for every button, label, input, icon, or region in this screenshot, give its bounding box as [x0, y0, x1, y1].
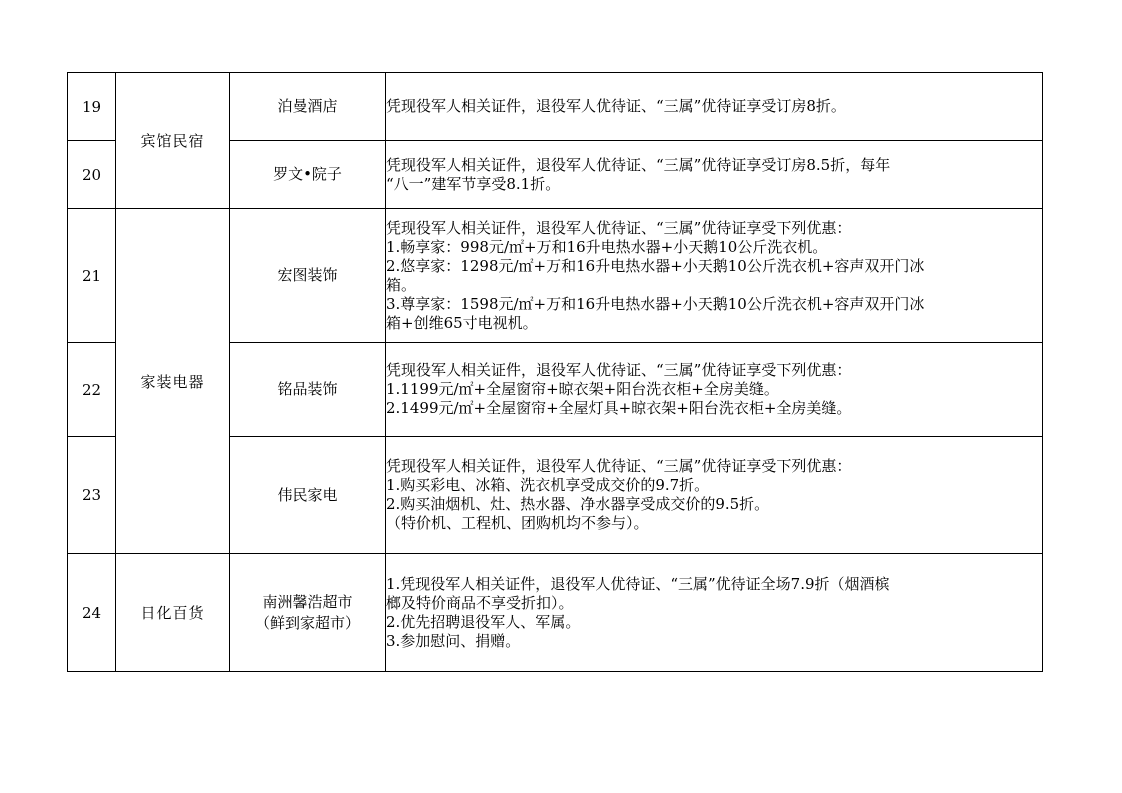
row-number: 24 [68, 554, 116, 672]
table-row [68, 554, 1043, 672]
category-cell: 宾馆民宿 [116, 73, 230, 209]
benefit-detail: 凭现役军人相关证件，退役军人优待证、“三属”优待证享受订房8折。 [386, 73, 1043, 141]
row-number: 19 [68, 73, 116, 141]
benefit-detail: 凭现役军人相关证件，退役军人优待证、“三属”优待证享受下列优惠： 1.畅享家：998元/㎡+万和16升电热水器+小天鹅10公斤洗衣机。 2.悠享家：1298元/㎡+万和16升电热水器+小天鹅10公斤洗衣机+容声双开门冰 箱。 3.尊享家：1598元/㎡+万和16升电热水器+小天鹅10公斤洗衣机+容声双开门冰 箱+创维65寸电视机。 [386, 209, 1043, 343]
merchant-name: 宏图装饰 [230, 209, 386, 343]
benefit-detail: 凭现役军人相关证件，退役军人优待证、“三属”优待证享受下列优惠： 1.1199元/㎡+全屋窗帘+晾衣架+阳台洗衣柜+全房美缝。 2.1499元/㎡+全屋窗帘+全屋灯具+晾衣架+阳台洗衣柜+全房美缝。 [386, 343, 1043, 437]
merchant-name: 伟民家电 [230, 437, 386, 554]
merchant-name: 罗文•院子 [230, 141, 386, 209]
merchant-name: 南洲馨浩超市 （鲜到家超市） [230, 554, 386, 672]
benefits-table [67, 72, 1043, 672]
category-cell: 家装电器 [116, 209, 230, 554]
benefit-detail: 凭现役军人相关证件，退役军人优待证、“三属”优待证享受订房8.5折，每年 “八一”建军节享受8.1折。 [386, 141, 1043, 209]
benefit-detail: 1.凭现役军人相关证件，退役军人优待证、“三属”优待证全场7.9折（烟酒槟 榔及特价商品不享受折扣）。 2.优先招聘退役军人、军属。 3.参加慰问、捐赠。 [386, 554, 1043, 672]
row-number: 22 [68, 343, 116, 437]
table-row [68, 209, 1043, 343]
merchant-name: 铭品装饰 [230, 343, 386, 437]
row-number: 21 [68, 209, 116, 343]
table-row [68, 73, 1043, 141]
merchant-name: 泊曼酒店 [230, 73, 386, 141]
benefit-detail: 凭现役军人相关证件，退役军人优待证、“三属”优待证享受下列优惠： 1.购买彩电、冰箱、洗衣机享受成交价的9.7折。 2.购买油烟机、灶、热水器、净水器享受成交价的9.5折。 （特价机、工程机、团购机均不参与）。 [386, 437, 1043, 554]
row-number: 23 [68, 437, 116, 554]
category-cell: 日化百货 [116, 554, 230, 672]
row-number: 20 [68, 141, 116, 209]
